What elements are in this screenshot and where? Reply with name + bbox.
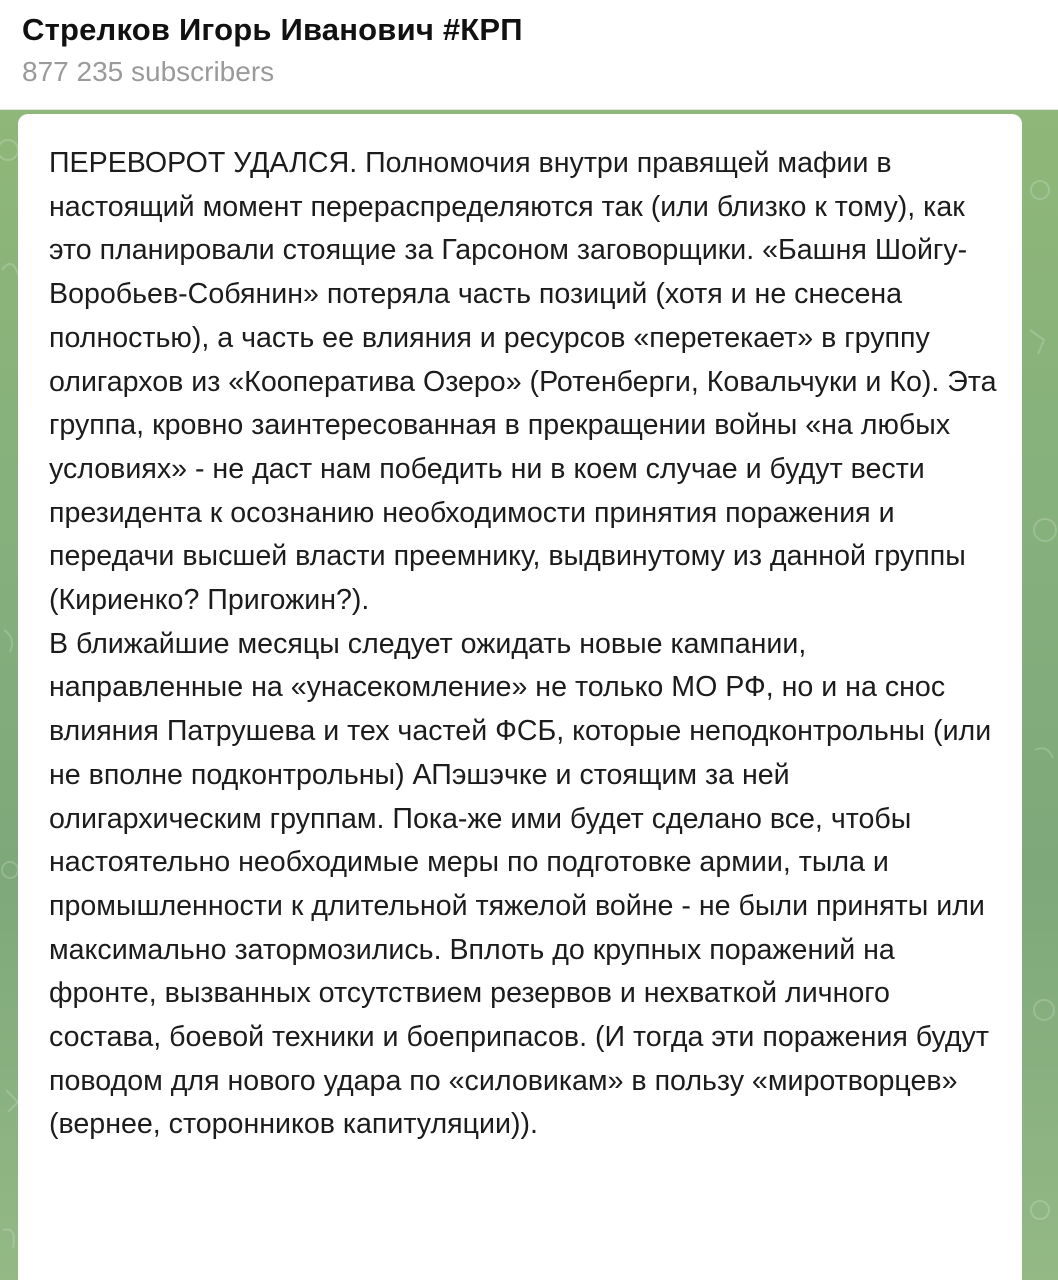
- subscriber-count: 877 235 subscribers: [22, 56, 275, 87]
- message-bubble[interactable]: [18, 114, 1022, 1280]
- channel-title[interactable]: Стрелков Игорь Иванович #КРП: [22, 12, 523, 47]
- message-text[interactable]: ПЕРЕВОРОТ УДАЛСЯ. Полномочия внутри правящей мафии в настоящий момент перераспределяются так (или близко к тому), как это планировали стоящие за Гарсоном заговорщики. «Башня Шойгу-Воробьев-Собянин» потеряла часть позиций (хотя и не снесена полностью), а часть ее влияния и ресурсов «перетекает» в группу олигархов из «Кооператива Озеро» (Ротенберги, Ковальчуки и Ко). Эта группа, кровно заинтересованная в прекращении войны «на любых условиях» - не даст нам победить ни в коем случае и будут вести президента к осознанию необходимости принятия поражения и передачи высшей власти преемнику, выдвинутому из данной группы (Кириенко? Пригожин?). В ближайшие месяцы следует ожидать новые кампании, направленные на «унасекомление» не только МО РФ, но и на снос влияния Патрушева и тех частей ФСБ, которые неподконтрольны (или не вполне подконтрольны) АПэшэчке и стоящим за ней олигархическим группам. Пока-же ими будет сделано все, чтобы настоятельно необходимые меры по подготовке армии, тыла и промышленности к длительной тяжелой войне - не были приняты или максимально затормозились. Вплоть до крупных поражений на фронте, вызванных отсутствием резервов и нехваткой личного состава, боевой техники и боеприпасов. (И тогда эти поражения будут поводом для нового удара по «силовикам» в пользу «миротворцев» (вернее, сторонников капитуляции)).: [49, 147, 997, 1141]
- channel-header[interactable]: [0, 0, 1058, 110]
- chat-background: [0, 110, 1058, 1280]
